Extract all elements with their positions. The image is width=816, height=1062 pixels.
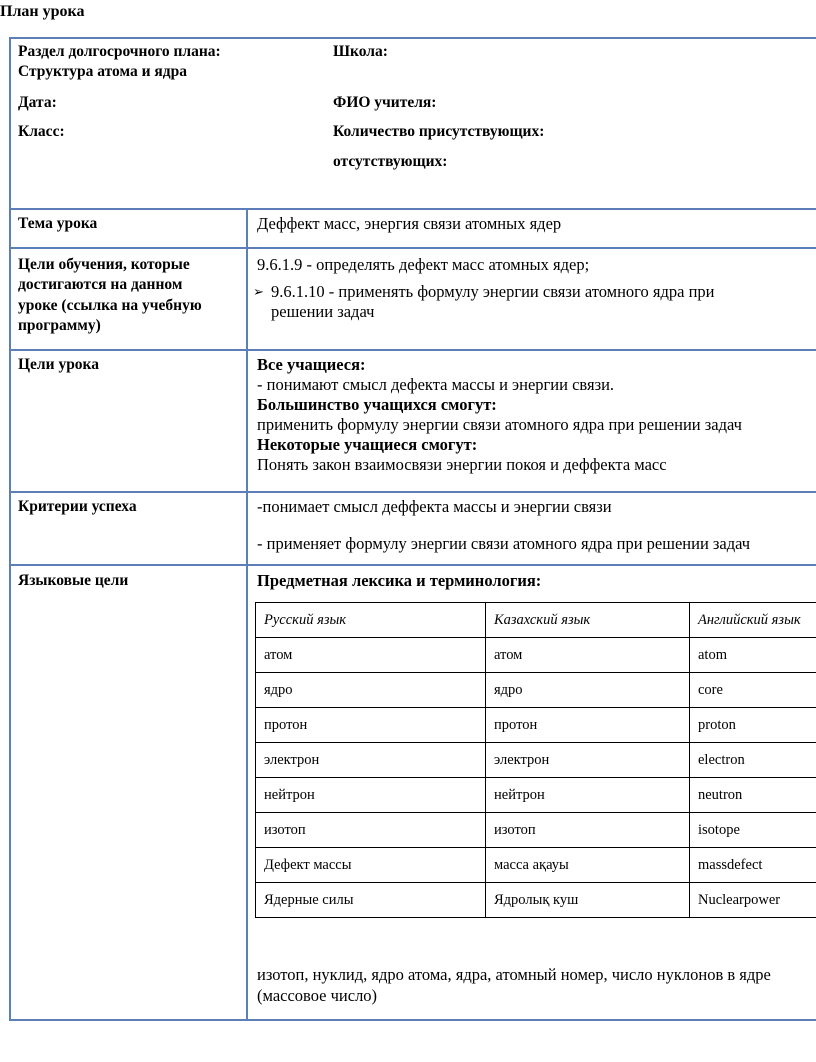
row-divider [9,247,816,249]
row-divider [9,564,816,566]
most-students-text: применить формулу энергии связи атомного ядра при решении задач [257,415,742,434]
cell-russian: атом [256,638,486,673]
cell-russian: изотоп [256,813,486,848]
cell-russian: ядро [256,673,486,708]
objective-item-continuation: решении задач [271,302,375,321]
topic-label: Тема урока [18,215,98,232]
cell-kazakh: нейтрон [486,778,690,813]
cell-english: core [690,673,816,708]
cell-russian: нейтрон [256,778,486,813]
table-row [256,673,816,708]
date-label: Дата: [18,94,57,111]
table-row [256,743,816,778]
section-value: Структура атома и ядра [18,63,187,80]
cell-kazakh: электрон [486,743,690,778]
column-divider [246,208,248,1021]
cell-english: neutron [690,778,816,813]
cell-kazakh: изотоп [486,813,690,848]
cell-english: atom [690,638,816,673]
row-divider [9,491,816,493]
cell-russian: электрон [256,743,486,778]
criteria-item: -понимает смысл деффекта массы и энергии связи [257,497,612,516]
some-students-text: Понять закон взаимосвязи энергии покоя и деффекта масс [257,455,667,474]
column-header-russian: Русский язык [256,603,486,638]
all-students-text: - понимают смысл дефекта массы и энергии связи. [257,375,615,394]
school-label: Школа: [333,43,388,60]
cell-kazakh: протон [486,708,690,743]
cell-russian: Ядерные силы [256,883,486,918]
arrow-bullet-icon: ➢ [253,284,264,299]
row-divider [9,349,816,351]
some-students-heading: Некоторые учащиеся смогут: [257,435,478,454]
cell-kazakh: атом [486,638,690,673]
objective-item: 9.6.1.9 - определять дефект масс атомных ядер; [257,255,590,274]
cell-russian: Дефект массы [256,848,486,883]
objectives-label-line: достигаются на данном [18,276,183,293]
present-label: Количество присутствующих: [333,123,545,140]
cell-english: isotope [690,813,816,848]
topic-value: Деффект масс, энергия связи атомных ядер [257,214,562,233]
column-header-kazakh: Казахский язык [486,603,690,638]
class-label: Класс: [18,123,65,140]
table-row [256,778,816,813]
cell-english: electron [690,743,816,778]
absent-label: отсутствующих: [333,153,448,170]
lesson-goals-label: Цели урока [18,356,100,373]
criteria-item: - применяет формулу энергии связи атомного ядра при решении задач [257,534,751,553]
all-students-heading: Все учащиеся: [257,355,366,374]
row-divider [9,208,816,210]
cell-english: Nuclearpower [690,883,816,918]
table-row [256,708,816,743]
table-row [256,638,816,673]
column-header-english: Английский язык [690,603,816,638]
objectives-label-line: уроке (ссылка на учебную [18,297,202,314]
language-goals-label: Языковые цели [18,572,129,589]
terminology-footer-continuation: (массовое число) [257,986,378,1005]
cell-kazakh: Ядролық куш [486,883,690,918]
terminology-footer: изотоп, нуклид, ядро атома, ядра, атомный номер, число нуклонов в ядре [257,965,771,984]
table-row [256,813,816,848]
most-students-heading: Большинство учащихся смогут: [257,395,497,414]
objectives-label-line: программу) [18,317,101,334]
vocabulary-table [255,602,816,918]
cell-kazakh: масса ақауы [486,848,690,883]
cell-english: massdefect [690,848,816,883]
page-title: План урока [0,3,85,20]
objective-item: 9.6.1.10 - применять формулу энергии связи атомного ядра при [271,282,715,301]
terminology-heading: Предметная лексика и терминология: [257,571,542,590]
teacher-label: ФИО учителя: [333,94,437,111]
section-label: Раздел долгосрочного плана: [18,43,221,60]
cell-english: proton [690,708,816,743]
vocabulary-header-row [256,603,816,638]
objectives-label-line: Цели обучения, которые [18,256,190,273]
criteria-label: Критерии успеха [18,498,137,515]
cell-kazakh: ядро [486,673,690,708]
table-row [256,848,816,883]
table-row [256,883,816,918]
cell-russian: протон [256,708,486,743]
